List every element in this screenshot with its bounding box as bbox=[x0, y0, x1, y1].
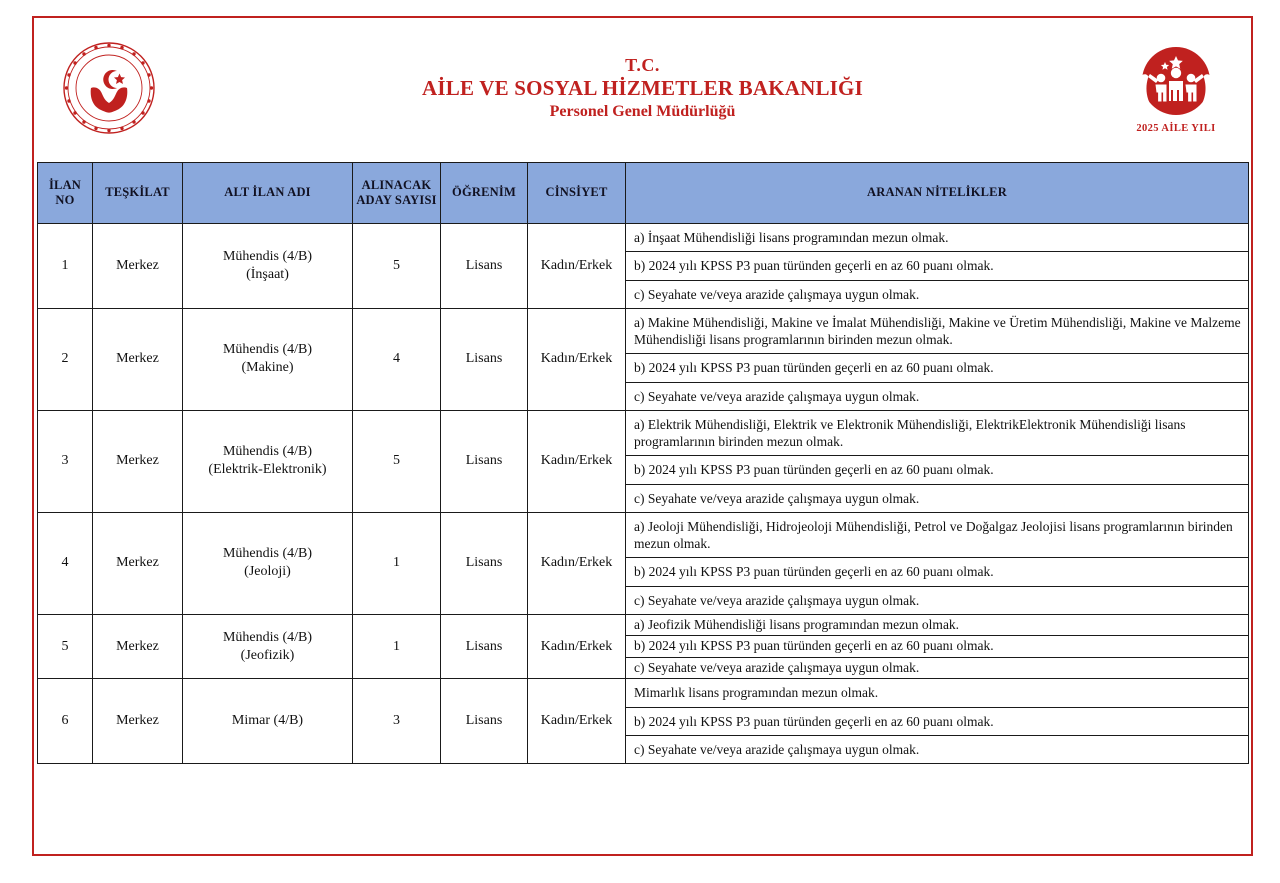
qualification-row bbox=[626, 586, 1248, 614]
cell-ogrenim: Lisans bbox=[441, 308, 528, 410]
qualification-text: c) Seyahate ve/veya arazide çalışmaya uygun olmak. bbox=[634, 741, 920, 757]
document-title-block bbox=[184, 55, 1101, 122]
cell-cinsiyet: Kadın/Erkek bbox=[528, 512, 626, 614]
cell-alt-ilan-adi-line: Mühendis (4/B) bbox=[222, 629, 313, 645]
cell-aranan-nitelikler bbox=[626, 614, 1249, 678]
qualification-text: a) Elektrik Mühendisliği, Elektrik ve Elektronik Mühendisliği, ElektrikElektronik Mühendisliği lisans programlarının birinden mezun olmak. bbox=[626, 411, 1248, 456]
qualification-row bbox=[626, 484, 1248, 512]
column-header-aday-sayisi: ALINACAK ADAY SAYISI bbox=[353, 163, 441, 224]
qualification-text: a) İnşaat Mühendisliği lisans programından mezun olmak. bbox=[626, 224, 1248, 252]
qualification-list bbox=[626, 615, 1248, 678]
cell-cinsiyet: Kadın/Erkek bbox=[528, 679, 626, 764]
cell-aday-sayisi: 5 bbox=[353, 224, 441, 309]
cell-teskilat: Merkez bbox=[93, 679, 183, 764]
qualification-text: c) Seyahate ve/veya arazide çalışmaya uygun olmak. bbox=[634, 659, 920, 675]
table-row bbox=[38, 512, 1249, 614]
document-header bbox=[34, 18, 1251, 158]
qualification-text: c) Seyahate ve/veya arazide çalışmaya uygun olmak. bbox=[634, 286, 920, 302]
column-header-ilan-no: İLAN NO bbox=[38, 163, 93, 224]
cell-ogrenim: Lisans bbox=[441, 410, 528, 512]
qualification-text: a) Jeofizik Mühendisliği lisans programından mezun olmak. bbox=[626, 615, 1248, 636]
cell-ilan-no: 4 bbox=[38, 512, 93, 614]
cell-teskilat: Merkez bbox=[93, 410, 183, 512]
cell-alt-ilan-adi bbox=[183, 224, 353, 309]
cell-alt-ilan-adi-line: (Makine) bbox=[241, 360, 294, 376]
qualification-row bbox=[626, 735, 1248, 763]
cell-aranan-nitelikler bbox=[626, 679, 1249, 764]
title-line-department: Personel Genel Müdürlüğü bbox=[549, 102, 736, 120]
cell-aday-sayisi: 3 bbox=[353, 679, 441, 764]
cell-alt-ilan-adi bbox=[183, 308, 353, 410]
qualification-row bbox=[626, 309, 1248, 354]
table-header-row bbox=[38, 163, 1249, 224]
cell-teskilat: Merkez bbox=[93, 614, 183, 678]
cell-alt-ilan-adi-line: Mimar (4/B) bbox=[231, 713, 304, 729]
table-row bbox=[38, 308, 1249, 410]
qualification-row bbox=[626, 513, 1248, 558]
cell-ogrenim: Lisans bbox=[441, 679, 528, 764]
qualification-row bbox=[626, 411, 1248, 456]
cell-alt-ilan-adi-line: (İnşaat) bbox=[246, 266, 289, 282]
table-row bbox=[38, 410, 1249, 512]
qualification-text: Mimarlık lisans programından mezun olmak. bbox=[626, 679, 1248, 707]
qualification-text: b) 2024 yılı KPSS P3 puan türünden geçerli en az 60 puanı olmak. bbox=[626, 636, 1248, 657]
cell-alt-ilan-adi-line: (Elektrik-Elektronik) bbox=[208, 462, 327, 478]
qualification-row bbox=[626, 252, 1248, 280]
table-row bbox=[38, 614, 1249, 678]
qualification-text: b) 2024 yılı KPSS P3 puan türünden geçerli en az 60 puanı olmak. bbox=[626, 558, 1248, 586]
cell-alt-ilan-adi-line: (Jeofizik) bbox=[240, 647, 295, 663]
cell-ogrenim: Lisans bbox=[441, 614, 528, 678]
qualification-row bbox=[626, 707, 1248, 735]
cell-ogrenim: Lisans bbox=[441, 224, 528, 309]
cell-aday-sayisi: 1 bbox=[353, 512, 441, 614]
cell-alt-ilan-adi-line: Mühendis (4/B) bbox=[222, 444, 313, 460]
qualification-list bbox=[626, 411, 1248, 512]
column-header-ogrenim: ÖĞRENİM bbox=[441, 163, 528, 224]
cell-aday-sayisi: 4 bbox=[353, 308, 441, 410]
cell-alt-ilan-adi-line: Mühendis (4/B) bbox=[222, 342, 313, 358]
ministry-seal-icon bbox=[61, 40, 157, 136]
cell-aranan-nitelikler bbox=[626, 224, 1249, 309]
family-year-logo bbox=[1101, 43, 1251, 134]
cell-aranan-nitelikler bbox=[626, 512, 1249, 614]
cell-alt-ilan-adi bbox=[183, 410, 353, 512]
title-line-tc: T.C. bbox=[625, 54, 660, 75]
qualification-text: b) 2024 yılı KPSS P3 puan türünden geçerli en az 60 puanı olmak. bbox=[626, 456, 1248, 484]
cell-aday-sayisi: 5 bbox=[353, 410, 441, 512]
cell-aranan-nitelikler bbox=[626, 410, 1249, 512]
cell-alt-ilan-adi bbox=[183, 679, 353, 764]
qualification-text: c) Seyahate ve/veya arazide çalışmaya uygun olmak. bbox=[634, 592, 920, 608]
qualification-row bbox=[626, 615, 1248, 636]
qualification-text: b) 2024 yılı KPSS P3 puan türünden geçerli en az 60 puanı olmak. bbox=[626, 707, 1248, 735]
cell-cinsiyet: Kadın/Erkek bbox=[528, 224, 626, 309]
column-header-cinsiyet: CİNSİYET bbox=[528, 163, 626, 224]
qualification-text: a) Jeoloji Mühendisliği, Hidrojeoloji Mühendisliği, Petrol ve Doğalgaz Jeolojisi lisans programlarının birinden mezun olmak. bbox=[626, 513, 1248, 558]
table-body bbox=[38, 224, 1249, 764]
cell-ogrenim: Lisans bbox=[441, 512, 528, 614]
column-header-aranan-nitelikler: ARANAN NİTELİKLER bbox=[626, 163, 1249, 224]
cell-alt-ilan-adi-line: (Jeoloji) bbox=[244, 564, 291, 580]
cell-ilan-no: 5 bbox=[38, 614, 93, 678]
qualification-text: b) 2024 yılı KPSS P3 puan türünden geçerli en az 60 puanı olmak. bbox=[626, 252, 1248, 280]
cell-aranan-nitelikler bbox=[626, 308, 1249, 410]
cell-ilan-no: 1 bbox=[38, 224, 93, 309]
cell-teskilat: Merkez bbox=[93, 224, 183, 309]
qualification-row bbox=[626, 382, 1248, 410]
qualification-text: c) Seyahate ve/veya arazide çalışmaya uygun olmak. bbox=[634, 388, 920, 404]
qualification-text: c) Seyahate ve/veya arazide çalışmaya uygun olmak. bbox=[634, 490, 920, 506]
qualification-list bbox=[626, 679, 1248, 763]
qualification-row bbox=[626, 456, 1248, 484]
table-row bbox=[38, 679, 1249, 764]
qualification-text: b) 2024 yılı KPSS P3 puan türünden geçerli en az 60 puanı olmak. bbox=[626, 354, 1248, 382]
cell-teskilat: Merkez bbox=[93, 512, 183, 614]
cell-alt-ilan-adi-line: Mühendis (4/B) bbox=[222, 248, 313, 264]
column-header-teskilat: TEŞKİLAT bbox=[93, 163, 183, 224]
cell-ilan-no: 6 bbox=[38, 679, 93, 764]
qualification-row bbox=[626, 224, 1248, 252]
cell-alt-ilan-adi bbox=[183, 512, 353, 614]
cell-alt-ilan-adi-line: Mühendis (4/B) bbox=[222, 546, 313, 562]
cell-aday-sayisi: 1 bbox=[353, 614, 441, 678]
cell-cinsiyet: Kadın/Erkek bbox=[528, 410, 626, 512]
qualification-row bbox=[626, 657, 1248, 678]
recruitment-table bbox=[37, 162, 1249, 764]
family-year-icon bbox=[1128, 43, 1224, 125]
qualification-row bbox=[626, 679, 1248, 707]
qualification-row bbox=[626, 354, 1248, 382]
qualification-list bbox=[626, 513, 1248, 614]
ministry-seal-logo bbox=[34, 40, 184, 136]
qualification-row bbox=[626, 636, 1248, 657]
cell-alt-ilan-adi bbox=[183, 614, 353, 678]
qualification-list bbox=[626, 309, 1248, 410]
cell-cinsiyet: Kadın/Erkek bbox=[528, 308, 626, 410]
qualification-text: a) Makine Mühendisliği, Makine ve İmalat Mühendisliği, Makine ve Üretim Mühendisliği, Makine ve Malzeme Mühendisliği lisans programlarının birinden mezun olmak. bbox=[626, 309, 1248, 354]
cell-ilan-no: 3 bbox=[38, 410, 93, 512]
cell-cinsiyet: Kadın/Erkek bbox=[528, 614, 626, 678]
qualification-row bbox=[626, 558, 1248, 586]
table-row bbox=[38, 224, 1249, 309]
qualification-row bbox=[626, 280, 1248, 308]
family-year-caption: 2025 AİLE YILI bbox=[1136, 122, 1216, 134]
title-line-ministry: AİLE VE SOSYAL HİZMETLER BAKANLIĞI bbox=[422, 75, 863, 100]
cell-ilan-no: 2 bbox=[38, 308, 93, 410]
cell-teskilat: Merkez bbox=[93, 308, 183, 410]
qualification-list bbox=[626, 224, 1248, 308]
column-header-alt-ilan-adi: ALT İLAN ADI bbox=[183, 163, 353, 224]
